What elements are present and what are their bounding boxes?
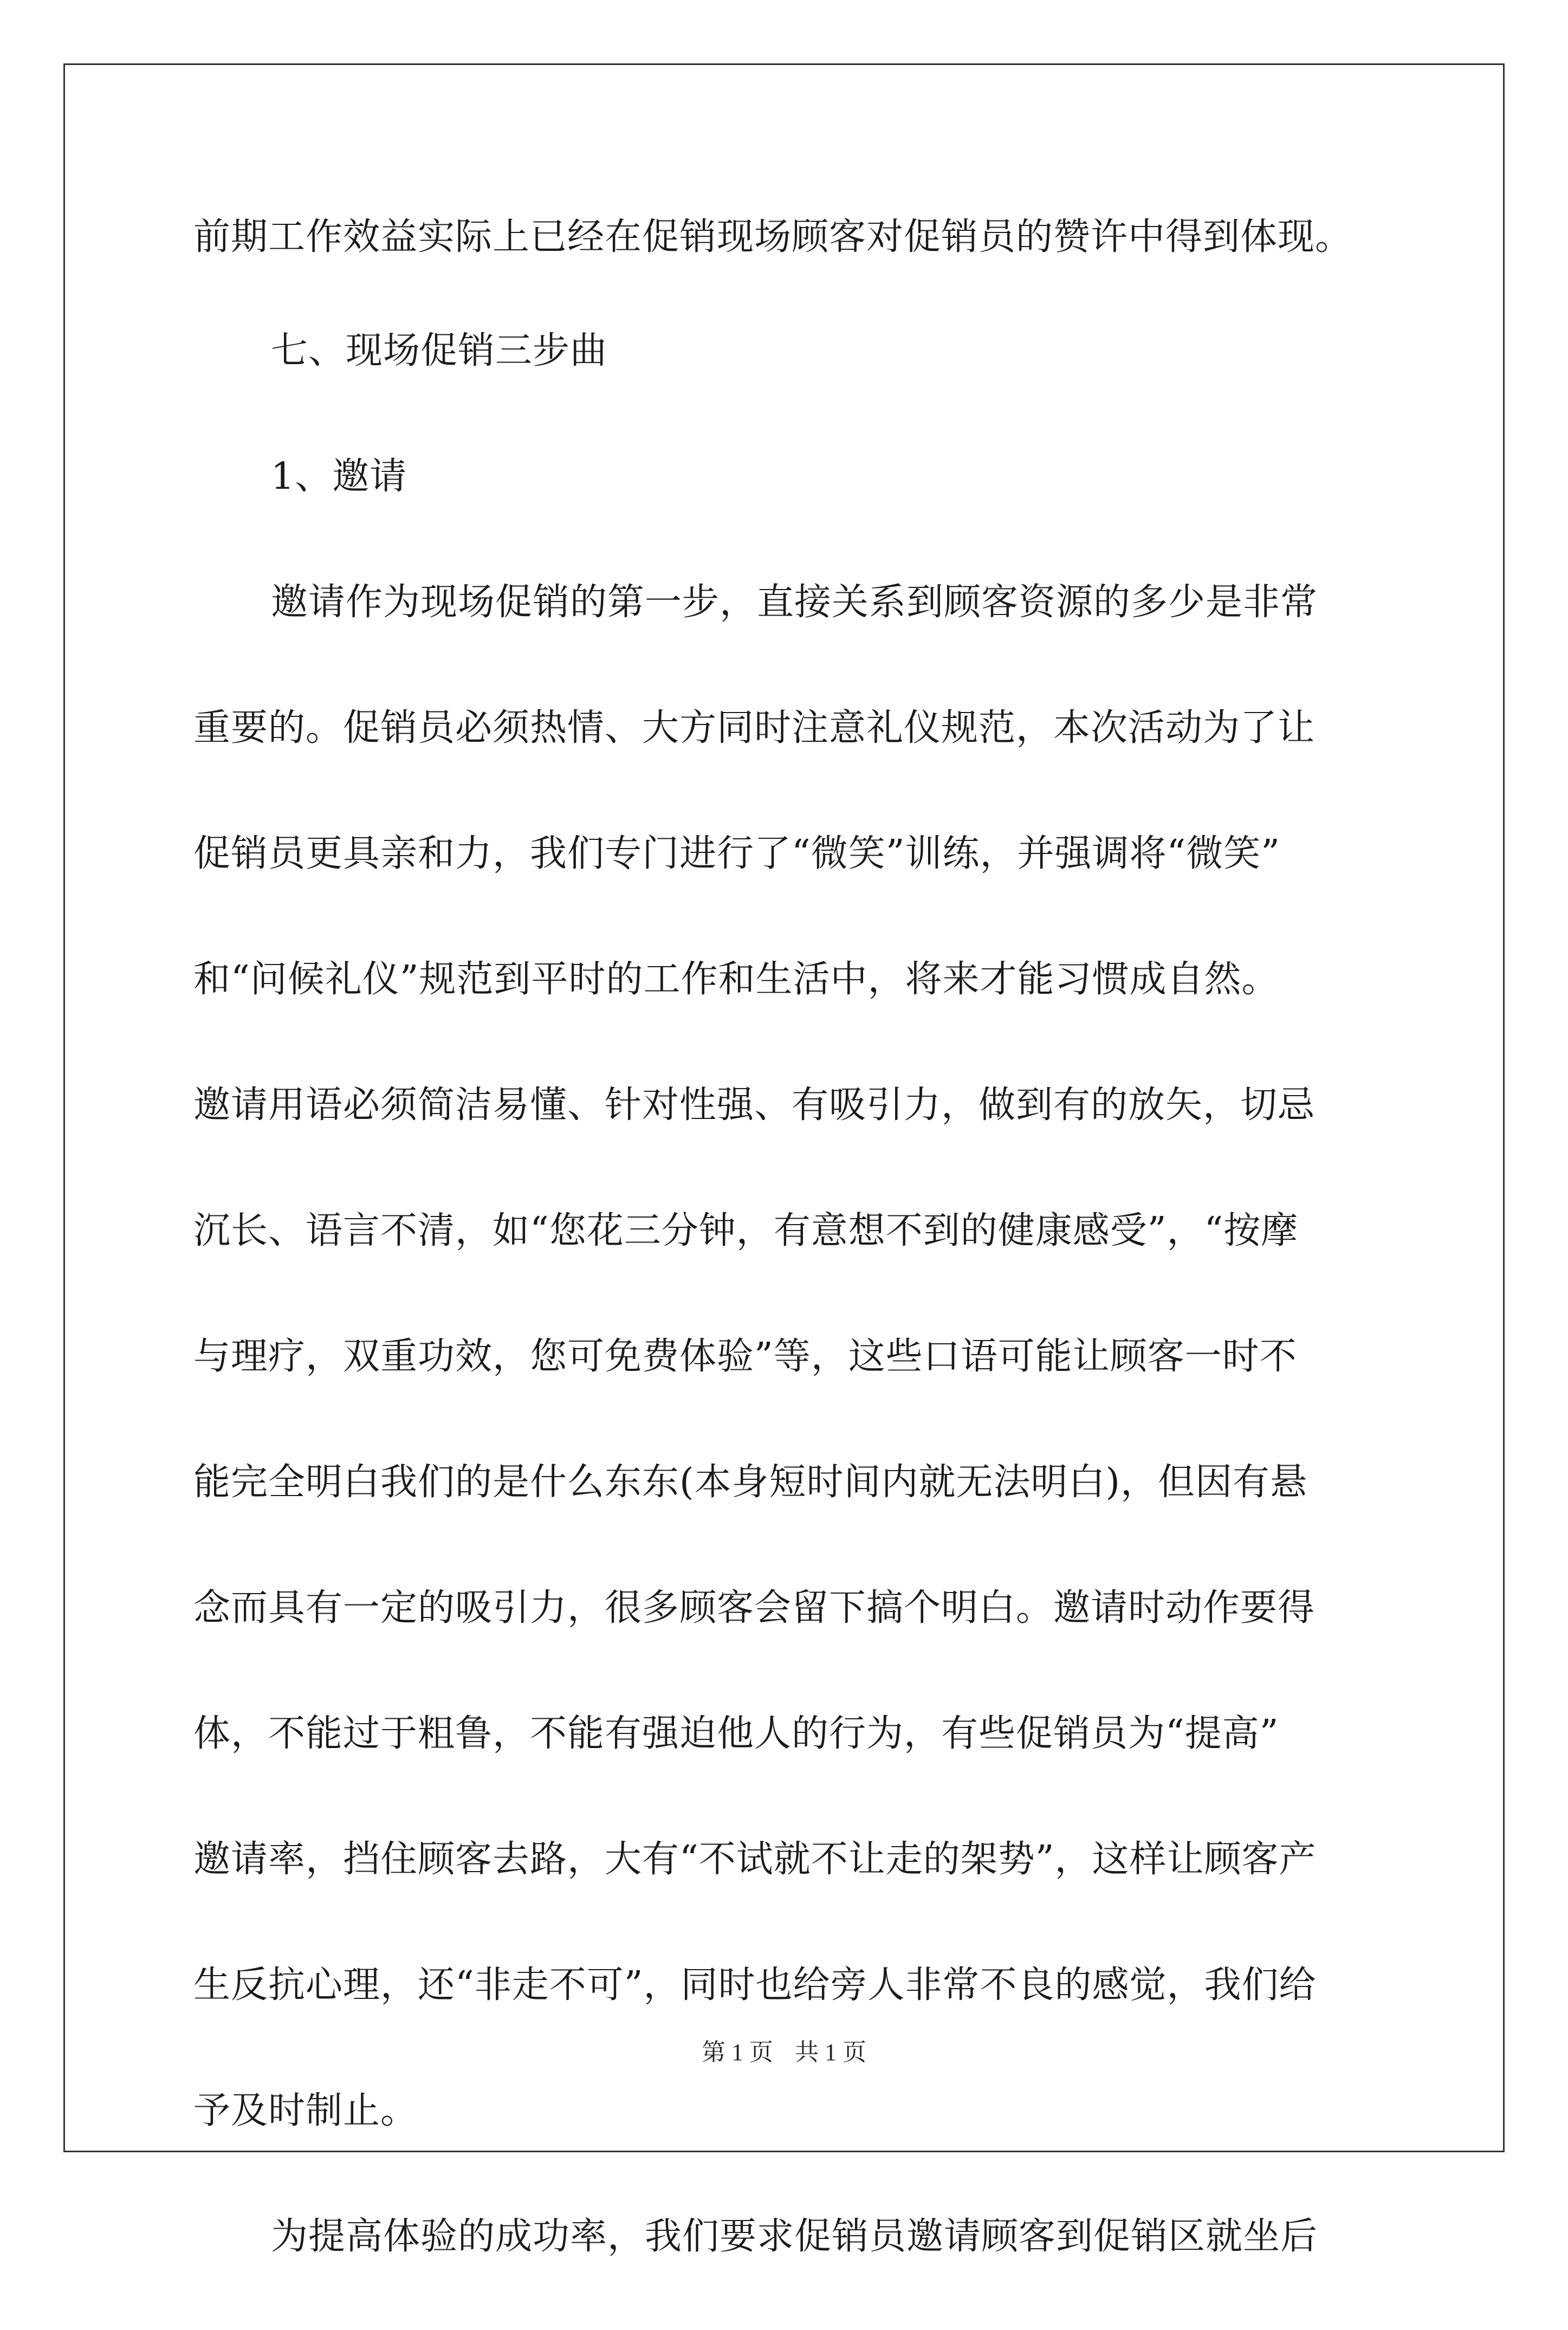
text-line: 予及时制止。 — [193, 2089, 418, 2132]
text-line: 体，不能过于粗鲁，不能有强迫他人的行为，有些促销员为“提高” — [193, 1712, 1279, 1755]
text-line: 促销员更具亲和力，我们专门进行了“微笑”训练，并强调将“微笑” — [193, 832, 1281, 875]
text-line: 邀请率，挡住顾客去路，大有“不试就不让走的架势”，这样让顾客产 — [193, 1838, 1317, 1881]
page-footer — [0, 2036, 1568, 2069]
section-heading: 七、现场促销三步曲 — [271, 329, 608, 372]
page-total: 共 1 页 — [795, 2039, 866, 2066]
text-line: 与理疗，双重功效，您可免费体验”等，这些口语可能让顾客一时不 — [193, 1335, 1297, 1378]
text-line: 为提高体验的成功率，我们要求促销员邀请顾客到促销区就坐后 — [271, 2215, 1318, 2258]
text-line: 生反抗心理，还“非走不可”，同时也给旁人非常不良的感觉，我们给 — [193, 1964, 1317, 2007]
text-line: 念而具有一定的吸引力，很多顾客会留下搞个明白。邀请时动作要得 — [193, 1587, 1316, 1629]
text-line: 邀请用语必须简洁易懂、针对性强、有吸引力，做到有的放矢，切忌 — [193, 1084, 1316, 1127]
text-line: 沉长、语言不清，如“您花三分钟，有意想不到的健康感受”，“按摩 — [193, 1209, 1299, 1252]
document-body — [193, 205, 1375, 2330]
page-number: 第 1 页 — [702, 2039, 773, 2066]
text-line: 重要的。促销员必须热情、大方同时注意礼仪规范，本次活动为了让 — [193, 707, 1316, 749]
text-line: 邀请作为现场促销的第一步，直接关系到顾客资源的多少是非常 — [271, 581, 1318, 624]
text-line: 能完全明白我们的是什么东东(本身短时间内就无法明白)，但因有悬 — [193, 1461, 1308, 1504]
text-line: 和“问候礼仪”规范到平时的工作和生活中，将来才能习惯成自然。 — [193, 958, 1279, 1001]
text-line: 前期工作效益实际上已经在促销现场顾客对促销员的赞许中得到体现。 — [193, 216, 1353, 258]
subsection-heading: 1、邀请 — [271, 455, 407, 498]
